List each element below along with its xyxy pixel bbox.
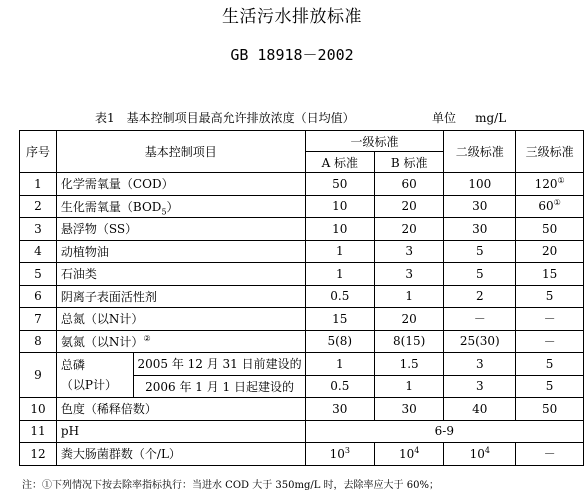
value-level3: － xyxy=(516,308,584,331)
unit-value: mg/L xyxy=(475,111,507,125)
row-number: 12 xyxy=(20,443,57,466)
value-level3 xyxy=(516,195,584,218)
value-level3: 5 xyxy=(516,353,584,376)
value-level3: － xyxy=(516,443,584,466)
value-level3: 5 xyxy=(516,285,584,308)
table-row xyxy=(20,330,584,353)
value-b: 20 xyxy=(374,218,443,241)
value-level2: 2 xyxy=(444,285,516,308)
value-level3: 50 xyxy=(516,218,584,241)
row-item: 阴离子表面活性剂 xyxy=(56,285,305,308)
value-b xyxy=(374,443,443,466)
header-row xyxy=(20,131,584,152)
value-b: 20 xyxy=(374,308,443,331)
row-number: 8 xyxy=(20,330,57,353)
value-level3: 5 xyxy=(516,375,584,398)
value-a-text: 10 xyxy=(329,446,345,461)
value-a: 30 xyxy=(305,398,374,421)
exponent: 3 xyxy=(344,445,350,455)
row-item xyxy=(56,330,305,353)
value-level2: 3 xyxy=(444,375,516,398)
standards-table xyxy=(19,130,584,466)
row-item-text: 生化需氧量（BOD xyxy=(60,199,162,214)
row-item-sub: （以P计） xyxy=(60,378,117,392)
value-b: 3 xyxy=(374,263,443,286)
value-b: 30 xyxy=(374,398,443,421)
value-level3-text: 60 xyxy=(538,199,554,214)
value-b: 1 xyxy=(374,375,443,398)
row-item: 化学需氧量（COD） xyxy=(56,173,305,196)
row-number: 5 xyxy=(20,263,57,286)
row-item xyxy=(56,353,134,398)
value-level2-text: 10 xyxy=(469,446,485,461)
value-level2: 30 xyxy=(444,218,516,241)
value-level3: 15 xyxy=(516,263,584,286)
unit-info xyxy=(432,109,506,126)
value-a: 15 xyxy=(305,308,374,331)
value-level2: 30 xyxy=(444,195,516,218)
row-number: 6 xyxy=(20,285,57,308)
row-number: 11 xyxy=(20,420,57,443)
row-number: 1 xyxy=(20,173,57,196)
value-level2: 25(30) xyxy=(444,330,516,353)
value-a xyxy=(305,443,374,466)
row-number: 7 xyxy=(20,308,57,331)
value-a: 0.5 xyxy=(305,285,374,308)
row-item: 石油类 xyxy=(56,263,305,286)
value-a: 0.5 xyxy=(305,375,374,398)
footnote-mark: ② xyxy=(143,333,151,343)
header-item: 基本控制项目 xyxy=(56,131,305,173)
footnote-mark: ① xyxy=(557,175,565,185)
subscript: 5 xyxy=(161,207,167,217)
value-a: 50 xyxy=(305,173,374,196)
row-number: 10 xyxy=(20,398,57,421)
value-a: 10 xyxy=(305,195,374,218)
row-number: 4 xyxy=(20,240,57,263)
header-level1-a: A 标准 xyxy=(305,152,374,173)
row-item-text: 氨氮（以N计） xyxy=(60,334,144,349)
value-b-text: 10 xyxy=(398,446,415,461)
row-number: 2 xyxy=(20,195,57,218)
row-item: 总氮（以N计） xyxy=(56,308,305,331)
value-level2: 100 xyxy=(444,173,516,196)
value-level2: 3 xyxy=(444,353,516,376)
value-a: 10 xyxy=(305,218,374,241)
table-row xyxy=(20,420,584,443)
value-level3 xyxy=(516,173,584,196)
value-b: 60 xyxy=(374,173,443,196)
value-b: 1.5 xyxy=(374,353,443,376)
exponent: 4 xyxy=(484,445,490,455)
table-row xyxy=(20,195,584,218)
value-b: 3 xyxy=(374,240,443,263)
value-level3: 20 xyxy=(516,240,584,263)
value-level2: 5 xyxy=(444,240,516,263)
row-item-text: 总磷 xyxy=(60,358,85,372)
value-a: 5(8) xyxy=(305,330,374,353)
value-a: 1 xyxy=(305,263,374,286)
header-level3: 三级标准 xyxy=(516,131,584,173)
row-item xyxy=(56,195,305,218)
footnote-mark: ① xyxy=(553,198,561,208)
row-condition: 2006 年 1 月 1 日起建设的 xyxy=(134,375,305,398)
table-row xyxy=(20,308,584,331)
table-caption: 表1 基本控制项目最高允许排放浓度（日均值） xyxy=(95,111,355,125)
value-level2: 40 xyxy=(444,398,516,421)
value-a: 1 xyxy=(305,240,374,263)
row-item: 悬浮物（SS） xyxy=(56,218,305,241)
header-level2: 二级标准 xyxy=(444,131,516,173)
value-level3: 50 xyxy=(516,398,584,421)
value-span: 6-9 xyxy=(305,420,583,443)
value-level3: － xyxy=(516,330,584,353)
unit-label: 单位 xyxy=(432,111,457,125)
table-row xyxy=(20,263,584,286)
value-b: 1 xyxy=(374,285,443,308)
table-row xyxy=(20,240,584,263)
value-level3-text: 120 xyxy=(534,176,558,191)
value-level2: － xyxy=(444,308,516,331)
value-level2: 5 xyxy=(444,263,516,286)
standard-number: GB 18918－2002 xyxy=(230,46,354,64)
footnote: 注：①下列情况下按去除率指标执行：当进水 COD 大于 350mg/L 时，去除率应大于 60%； xyxy=(22,480,439,491)
page-title: 生活污水排放标准 xyxy=(222,7,362,27)
row-item: 动植物油 xyxy=(56,240,305,263)
exponent: 4 xyxy=(414,445,420,455)
row-item-end: ） xyxy=(166,199,179,214)
row-number: 3 xyxy=(20,218,57,241)
row-item: pH xyxy=(56,420,305,443)
table-row xyxy=(20,353,584,376)
row-number: 9 xyxy=(20,353,57,398)
row-item: 色度（稀释倍数） xyxy=(56,398,305,421)
row-condition: 2005 年 12 月 31 日前建设的 xyxy=(134,353,305,376)
value-b: 8(15) xyxy=(374,330,443,353)
header-level1-b: B 标准 xyxy=(374,152,443,173)
value-a: 1 xyxy=(305,353,374,376)
table-row xyxy=(20,285,584,308)
table-row xyxy=(20,218,584,241)
table-row xyxy=(20,173,584,196)
header-seq: 序号 xyxy=(20,131,57,173)
table-row xyxy=(20,443,584,466)
value-b: 20 xyxy=(374,195,443,218)
header-level1: 一级标准 xyxy=(305,131,444,152)
value-level2 xyxy=(444,443,516,466)
row-item: 粪大肠菌群数（个/L） xyxy=(56,443,305,466)
table-row xyxy=(20,398,584,421)
